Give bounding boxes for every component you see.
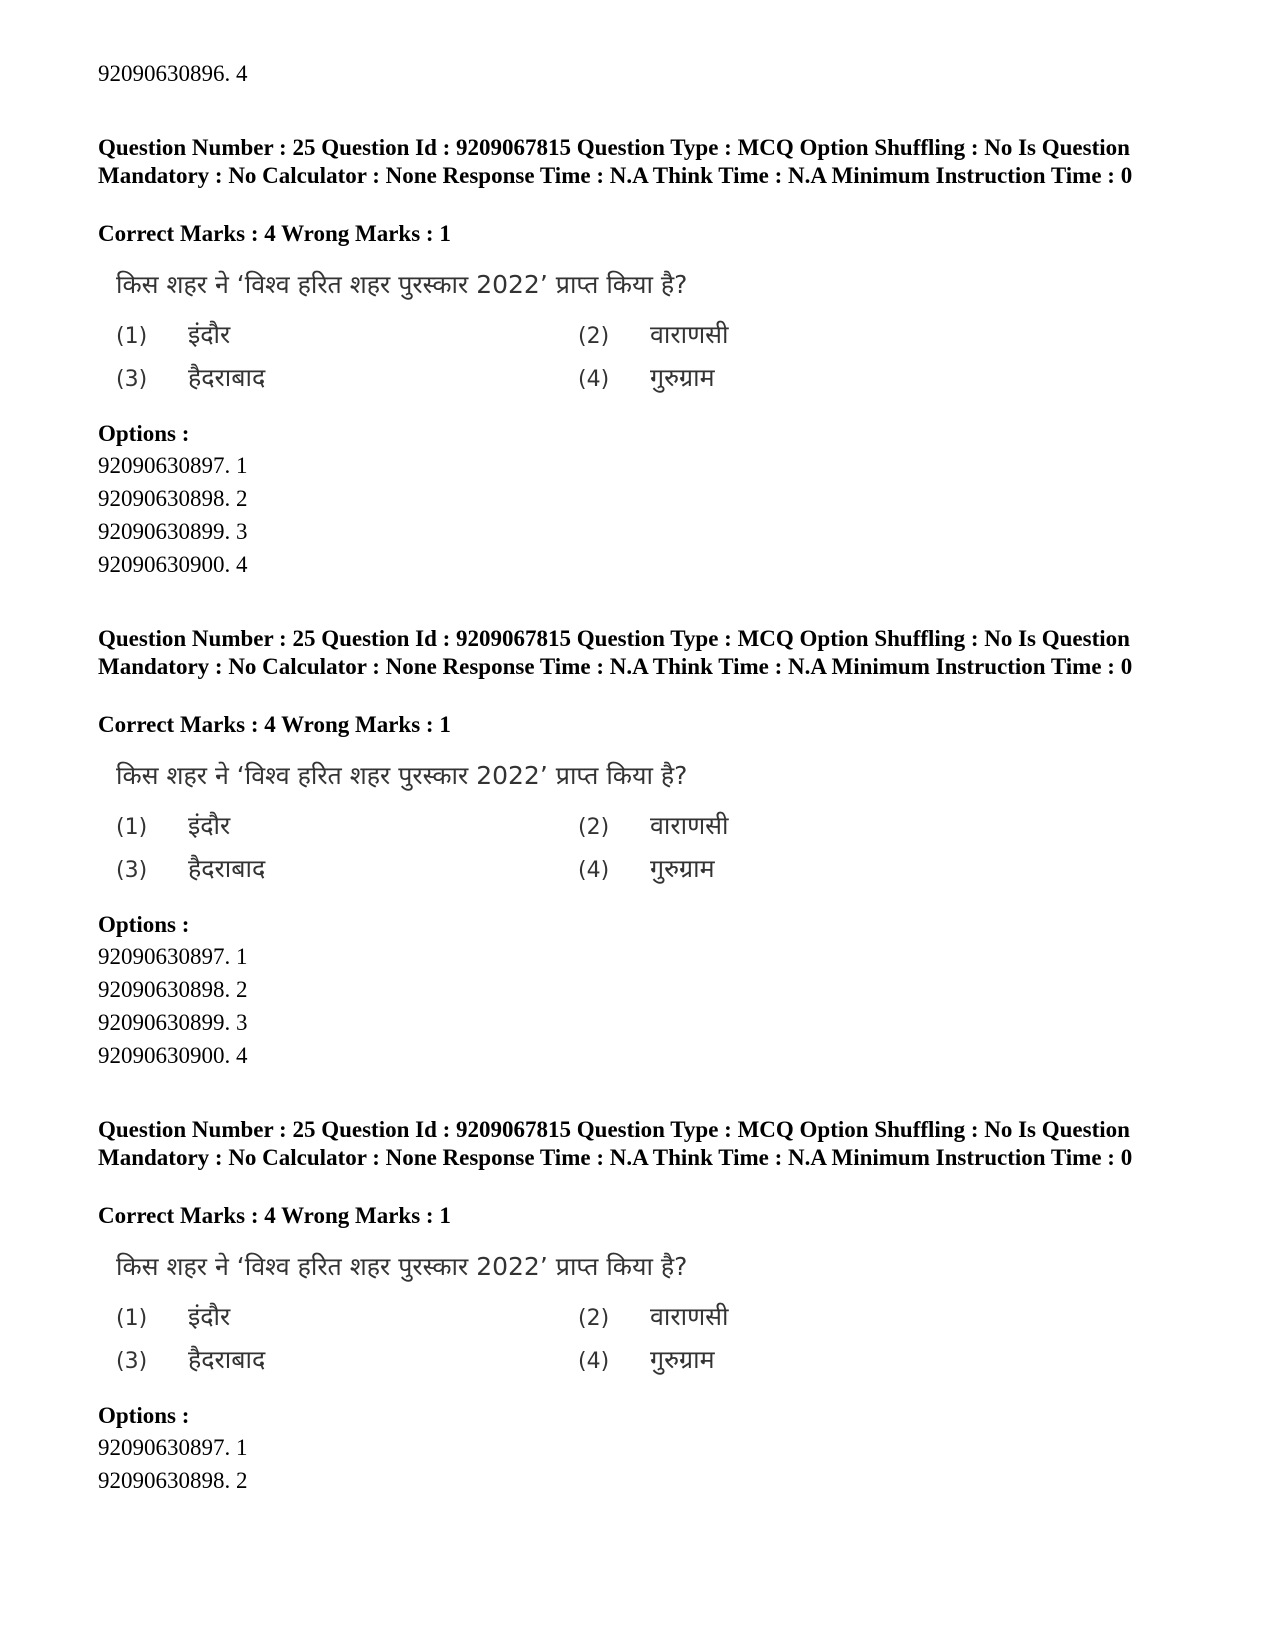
choice-number: (1) [116,815,148,840]
question-text: किस शहर ने ‘विश्व हरित शहर पुरस्कार 2022’ प्राप्त किया है? [116,270,688,299]
question-marks: Correct Marks : 4 Wrong Marks : 1 [98,221,451,246]
question-meta: Question Number : 25 Question Id : 9209067815 Question Type : MCQ Option Shuffling : No Is Question Mandatory : No Calculator : None Response Time : N.A Think Time : N.A Minimum Instruction Time : 0 [98,135,1133,188]
choice-1 [116,318,231,354]
choice-2 [578,318,729,354]
choice-1 [116,1300,231,1336]
choice-text: वाराणसी [650,320,729,349]
choice-2 [578,809,729,845]
question-text: किस शहर ने ‘विश्व हरित शहर पुरस्कार 2022’ प्राप्त किया है? [116,761,688,790]
choice-number: (2) [578,815,610,840]
question-marks: Correct Marks : 4 Wrong Marks : 1 [98,712,451,737]
choice-4 [578,1343,715,1379]
choice-text: इंदौर [188,811,231,840]
question-image [110,1250,810,1390]
choice-text: गुरुग्राम [650,1345,715,1374]
question-meta: Question Number : 25 Question Id : 9209067815 Question Type : MCQ Option Shuffling : No Is Question Mandatory : No Calculator : None Response Time : N.A Think Time : N.A Minimum Instruction Time : 0 [98,626,1133,679]
question-marks: Correct Marks : 4 Wrong Marks : 1 [98,1203,451,1228]
choice-text: हैदराबाद [188,854,266,883]
question-meta: Question Number : 25 Question Id : 9209067815 Question Type : MCQ Option Shuffling : No Is Question Mandatory : No Calculator : None Response Time : N.A Think Time : N.A Minimum Instruction Time : 0 [98,1117,1133,1170]
choice-number: (4) [578,858,610,883]
choice-number: (1) [116,1306,148,1331]
question-text: किस शहर ने ‘विश्व हरित शहर पुरस्कार 2022’ प्राप्त किया है? [116,1252,688,1281]
choice-4 [578,361,715,397]
choice-text: गुरुग्राम [650,363,715,392]
choice-3 [116,1343,266,1379]
question-image [110,268,810,408]
choice-number: (4) [578,1349,610,1374]
choice-3 [116,852,266,888]
choice-number: (1) [116,324,148,349]
choice-text: गुरुग्राम [650,854,715,883]
options-label: Options : [98,912,190,937]
options-label: Options : [98,421,190,446]
choice-number: (4) [578,367,610,392]
choice-2 [578,1300,729,1336]
option-line: 92090630898. 2 [98,977,248,1002]
choice-4 [578,852,715,888]
choice-text: इंदौर [188,320,231,349]
option-line: 92090630897. 1 [98,944,248,969]
choice-number: (3) [116,367,148,392]
option-line: 92090630900. 4 [98,1043,248,1068]
choice-number: (2) [578,324,610,349]
choice-text: इंदौर [188,1302,231,1331]
option-line: 92090630897. 1 [98,453,248,478]
choice-text: वाराणसी [650,811,729,840]
choice-text: वाराणसी [650,1302,729,1331]
option-line: 92090630900. 4 [98,552,248,577]
choice-number: (3) [116,858,148,883]
choice-3 [116,361,266,397]
choice-text: हैदराबाद [188,363,266,392]
option-line: 92090630896. 4 [98,61,248,86]
option-line: 92090630898. 2 [98,486,248,511]
option-line: 92090630897. 1 [98,1435,248,1460]
choice-number: (2) [578,1306,610,1331]
options-label: Options : [98,1403,190,1428]
option-line: 92090630898. 2 [98,1468,248,1493]
option-line: 92090630899. 3 [98,1010,248,1035]
question-image [110,759,810,899]
choice-number: (3) [116,1349,148,1374]
option-line: 92090630899. 3 [98,519,248,544]
choice-text: हैदराबाद [188,1345,266,1374]
choice-1 [116,809,231,845]
